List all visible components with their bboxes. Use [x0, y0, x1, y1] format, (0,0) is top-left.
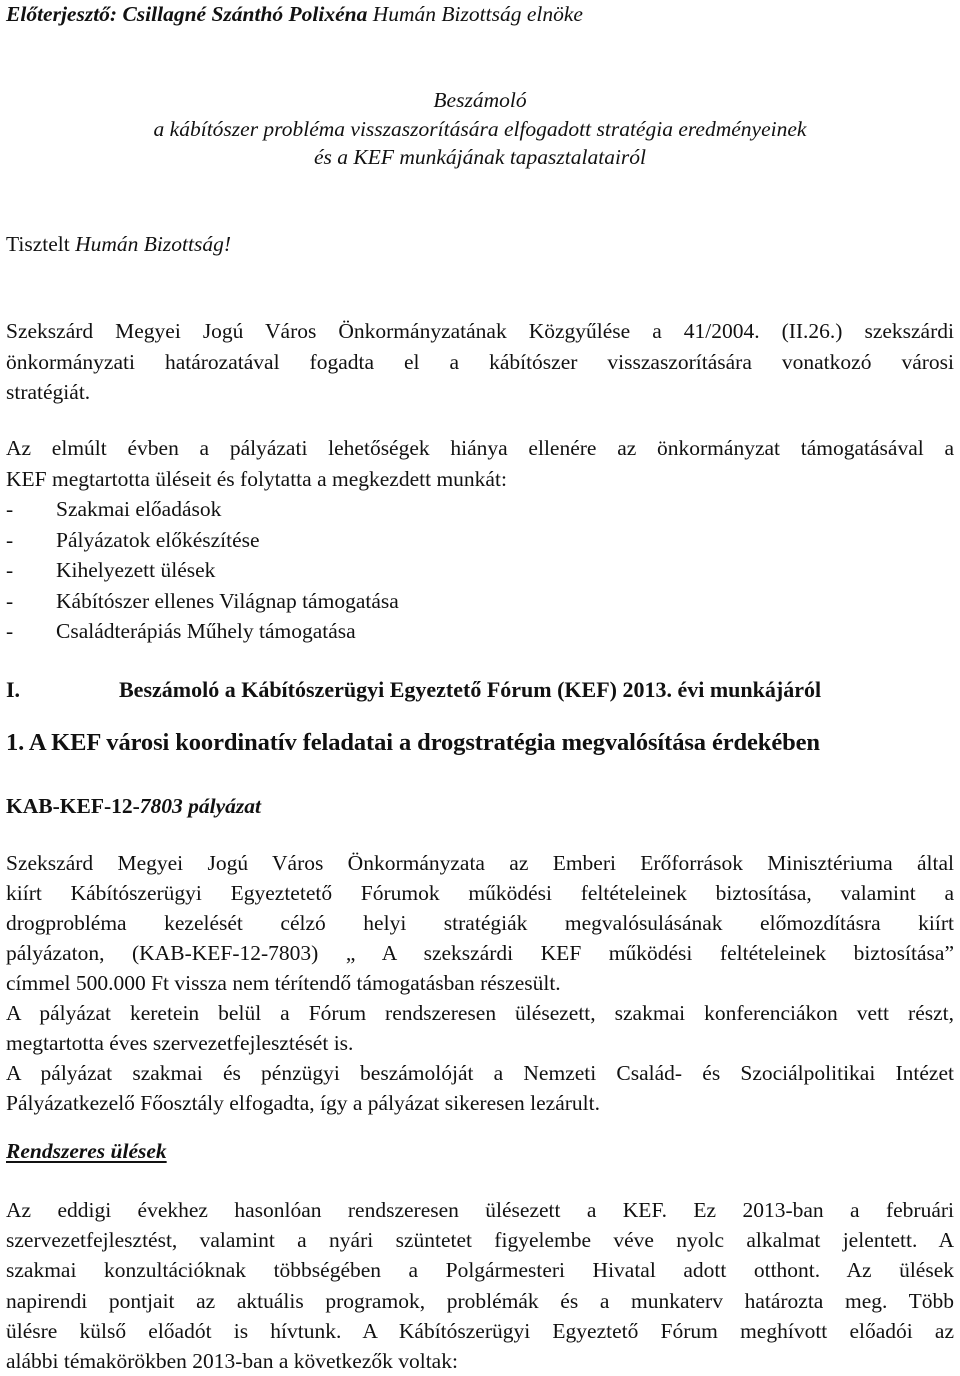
proposer-line [6, 0, 954, 30]
grant-line: A pályázat keretein belül a Fórum rendszeresen ülésezett, szakmai konferenciákon vett részt, [6, 1001, 954, 1025]
report-title-line-1: Beszámoló [433, 88, 527, 112]
list-item [6, 525, 954, 556]
intro-line-3: stratégiát. [6, 380, 91, 404]
regular-line: alábbi témakörökben 2013-ban a következők voltak: [6, 1349, 458, 1374]
regular-line: szakmai konzultációknak többségében a Polgármesteri Hivatal adott otthont. Az ülések [6, 1258, 954, 1283]
regular-line: Az eddigi évekhez hasonlóan rendszeresen ülésezett a KEF. Ez 2013-ban a februári [6, 1198, 954, 1222]
last-year-line-1: Az elmúlt évben a pályázati lehetőségek hiánya ellenére az önkormányzat támogatásával a [6, 436, 954, 460]
grant-line: A pályázat szakmai és pénzügyi beszámolóját a Nemzeti Család- és Szociálpolitikai Intézet [6, 1061, 954, 1085]
intro-line-2: önkormányzati határozatával fogadta el a kábítószer visszaszorítására vonatkozó városi [6, 349, 954, 374]
list-dash: - [6, 558, 14, 582]
grant-line: drogprobléma kezelését célzó helyi stratégiák megvalósulásának előmozdításra kiírt [6, 911, 954, 935]
grant-paragraph [6, 848, 954, 1118]
list-item-label: Kábítószer ellenes Világnap támogatása [56, 588, 399, 613]
regular-line: napirendi pontjait az aktuális programok, problémák és a munkaterv határozta meg. Több [6, 1288, 954, 1313]
subsection-heading: 1. A KEF városi koordinatív feladatai a drogstratégia megvalósítása érdekében [6, 729, 820, 756]
grant-heading [6, 791, 954, 822]
section-title: Beszámoló a Kábítószerügyi Egyeztető Fórum (KEF) 2013. évi munkájáról [119, 677, 822, 702]
report-title-line-3: és a KEF munkájának tapasztalatairól [313, 145, 647, 169]
grant-line: megtartotta éves szervezetfejlesztését is. [6, 1031, 354, 1055]
grant-code-italic: 7803 pályázat [139, 794, 262, 818]
list-item-label: Szakmai előadások [56, 497, 222, 521]
list-item-label: Kihelyezett ülések [56, 558, 216, 582]
grant-line: Pályázatkezelő Főosztály elfogadta, így a pályázat sikeresen lezárult. [6, 1091, 600, 1115]
regular-meetings-heading: Rendszeres ülések [6, 1139, 167, 1163]
last-year-line-2: KEF megtartotta üléseit és folytatta a megkezdett munkát: [6, 466, 507, 491]
greeting-addressee: Humán Bizottság! [75, 232, 231, 256]
report-title [6, 86, 954, 172]
grant-line: Szekszárd Megyei Jogú Város Önkormányzata az Emberi Erőforrások Minisztériuma által [6, 851, 954, 875]
regular-line: ülésre külső előadót is hívtunk. A Kábítószerügyi Egyeztető Fórum meghívott előadói az [6, 1318, 954, 1343]
list-item-label: Pályázatok előkészítése [56, 527, 260, 552]
list-item [6, 555, 954, 586]
intro-paragraph [6, 316, 954, 408]
list-dash: - [6, 588, 14, 613]
list-dash: - [6, 527, 14, 552]
list-item [6, 616, 954, 647]
grant-code: KAB-KEF-12- [6, 794, 140, 818]
intro-line-1: Szekszárd Megyei Jogú Város Önkormányzatának Közgyűlése a 41/2004. (II.26.) szekszárdi [6, 319, 954, 343]
activity-list [6, 494, 954, 647]
last-year-paragraph [6, 433, 954, 647]
list-item-label: Családterápiás Műhely támogatása [56, 619, 356, 643]
list-dash: - [6, 619, 14, 643]
regular-line: szervezetfejlesztést, valamint a nyári szüntetet figyelembe véve nyolc alkalmat jelentett. A [6, 1228, 954, 1253]
section-heading [6, 675, 954, 706]
proposer-label: Előterjesztő: Csillagné Szánthó Polixéna [6, 2, 368, 26]
list-dash: - [6, 497, 14, 521]
grant-line: pályázaton, (KAB-KEF-12-7803) „ A szekszárdi KEF működési feltételeinek biztosítása” [6, 941, 954, 965]
greeting-prefix: Tisztelt [6, 232, 76, 256]
report-title-line-2: a kábítószer probléma visszaszorítására elfogadott stratégia eredményeinek [153, 116, 807, 141]
greeting [6, 229, 954, 260]
section-numeral: I. [6, 677, 21, 702]
list-item [6, 586, 954, 617]
regular-meetings-paragraph [6, 1195, 954, 1376]
list-item [6, 494, 954, 525]
grant-line: címmel 500.000 Ft vissza nem térítendő támogatásban részesült. [6, 971, 561, 995]
proposer-role: Humán Bizottság elnöke [367, 2, 583, 26]
grant-line: kiírt Kábítószerügyi Egyeztetető Fórumok működési feltételeinek biztosítása, valamint a [6, 881, 954, 905]
